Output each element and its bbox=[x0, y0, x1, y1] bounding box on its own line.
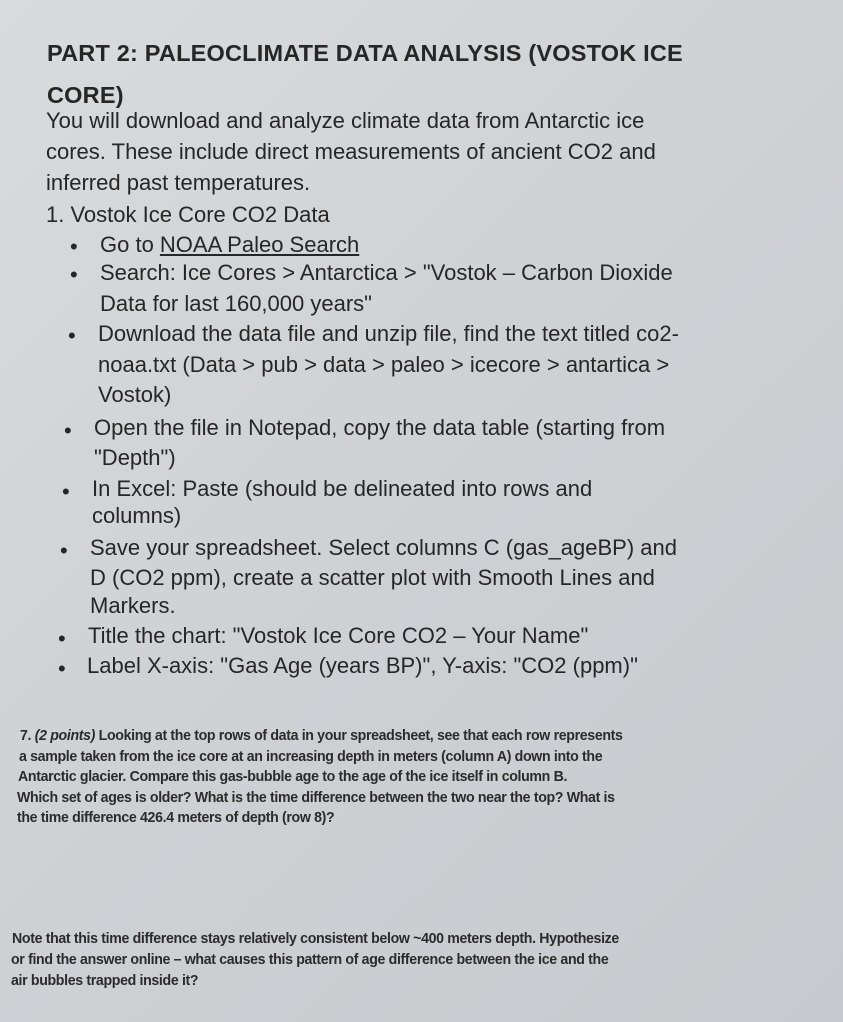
bullet-3-line-2: noaa.txt (Data > pub > data > paleo > icecore > antartica > bbox=[98, 352, 670, 377]
bullet-icon: • bbox=[58, 656, 66, 681]
bullet-7: Title the chart: "Vostok Ice Core CO2 – Your Name" bbox=[88, 623, 589, 648]
bullet-6-line-3: Markers. bbox=[90, 593, 176, 618]
question-line-1 bbox=[20, 728, 623, 744]
bullet-icon: • bbox=[58, 626, 66, 651]
bullet-icon: • bbox=[60, 538, 68, 563]
bullet-icon: • bbox=[70, 234, 78, 259]
bullet-icon: • bbox=[62, 479, 70, 504]
intro-line-1: You will download and analyze climate data from Antarctic ice bbox=[46, 108, 645, 133]
bullet-5-line-2: columns) bbox=[92, 503, 182, 528]
bullet-4-line-1: Open the file in Notepad, copy the data table (starting from bbox=[94, 415, 666, 440]
bullet-6-line-1: Save your spreadsheet. Select columns C (gas_ageBP) and bbox=[90, 535, 677, 560]
title-line-1: PART 2: PALEOCLIMATE DATA ANALYSIS (VOSTOK ICE bbox=[47, 40, 683, 66]
question-line-5: the time difference 426.4 meters of depth (row 8)? bbox=[17, 810, 335, 826]
section-heading: 1. Vostok Ice Core CO2 Data bbox=[46, 202, 330, 227]
bullet-icon: • bbox=[70, 262, 78, 287]
bullet-icon: • bbox=[64, 418, 72, 443]
bullet-2-line-1: Search: Ice Cores > Antarctica > "Vostok – Carbon Dioxide bbox=[100, 260, 673, 285]
bullet-4-line-2: "Depth") bbox=[94, 445, 176, 470]
note-line-1: Note that this time difference stays relatively consistent below ~400 meters depth. Hypothesize bbox=[12, 931, 619, 947]
note-line-2: or find the answer online – what causes this pattern of age difference between the ice and the bbox=[11, 952, 609, 968]
bullet-8: Label X-axis: "Gas Age (years BP)", Y-axis: "CO2 (ppm)" bbox=[87, 653, 638, 678]
intro-line-3: inferred past temperatures. bbox=[46, 170, 311, 195]
bullet-1-text: Go to bbox=[100, 232, 160, 257]
bullet-6-line-2: D (CO2 ppm), create a scatter plot with Smooth Lines and bbox=[90, 565, 655, 590]
question-line-3: Antarctic glacier. Compare this gas-bubble age to the age of the ice itself in column B. bbox=[18, 769, 568, 785]
title-line-2: CORE) bbox=[47, 82, 124, 108]
bullet-5-line-1: In Excel: Paste (should be delineated into rows and bbox=[92, 476, 593, 501]
question-line-4: Which set of ages is older? What is the time difference between the two near the top? What is bbox=[17, 790, 615, 806]
bullet-1 bbox=[100, 232, 359, 258]
question-points: (2 points) bbox=[34, 728, 96, 744]
question-number: 7. bbox=[20, 728, 32, 744]
note-line-3: air bubbles trapped inside it? bbox=[11, 973, 199, 989]
intro-line-2: cores. These include direct measurements of ancient CO2 and bbox=[46, 139, 656, 164]
noaa-paleo-search-link[interactable]: NOAA Paleo Search bbox=[159, 232, 360, 257]
bullet-3-line-3: Vostok) bbox=[98, 382, 172, 407]
question-text: Looking at the top rows of data in your spreadsheet, see that each row represents bbox=[95, 728, 623, 744]
bullet-2-line-2: Data for last 160,000 years" bbox=[100, 291, 372, 316]
bullet-icon: • bbox=[68, 323, 76, 348]
question-line-2: a sample taken from the ice core at an increasing depth in meters (column A) down into the bbox=[19, 749, 603, 765]
bullet-3-line-1: Download the data file and unzip file, find the text titled co2- bbox=[98, 321, 679, 346]
